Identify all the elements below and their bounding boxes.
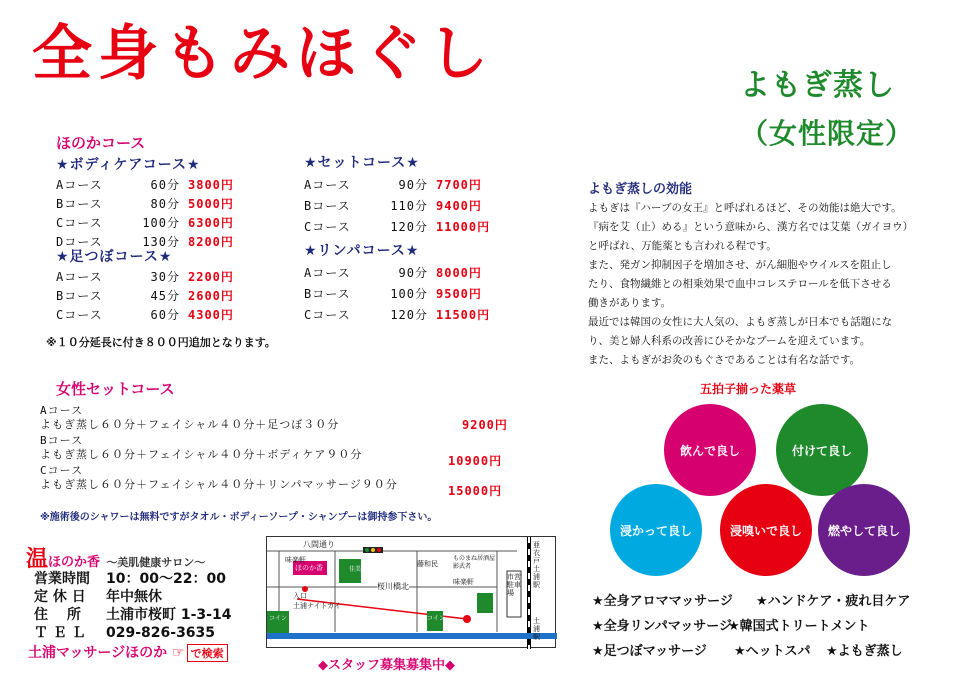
shop-info-label: Ｔ Ｅ Ｌ xyxy=(34,625,86,641)
effects-heading: よもぎ蒸しの効能 xyxy=(588,182,693,197)
menu-item: ★全身アロママッサージ xyxy=(592,594,733,609)
course-row xyxy=(56,176,234,193)
shop-name-small: ほのか香 xyxy=(48,555,101,570)
map-label-ajirakuken1: 味楽軒 xyxy=(285,556,306,564)
course-duration: 45分 xyxy=(150,289,180,303)
women-set-label: Aコース xyxy=(40,404,84,417)
women-set-detail: よもぎ蒸し６０分＋フェイシャル４０分＋リンパマッサージ９０分 xyxy=(40,478,398,491)
course-row xyxy=(304,285,482,302)
effects-line: また、発ガン抑制因子を増加させ、がん細胞やウイルスを阻止し xyxy=(588,259,892,271)
map-label-ajirakuken2: 味楽軒 xyxy=(453,578,474,586)
menu-item: ★ハンドケア・疲れ目ケア xyxy=(756,594,911,609)
course-name: Bコース xyxy=(304,199,351,213)
course-price: 8000円 xyxy=(436,266,482,280)
herb-heading: 五拍子揃った薬草 xyxy=(700,382,797,396)
shop-info-row xyxy=(34,568,226,588)
course-row xyxy=(304,197,482,214)
menu-item: ★足つぼマッサージ xyxy=(592,644,707,659)
course-name: Aコース xyxy=(56,178,103,192)
course-row xyxy=(304,306,490,323)
women-set-label: Bコース xyxy=(40,434,84,447)
course-duration: 100分 xyxy=(142,216,180,230)
course-name: Cコース xyxy=(56,308,103,322)
women-set-heading: 女性セットコース xyxy=(56,380,175,398)
map-label-station-top: 亜衣戸 xyxy=(533,541,540,565)
effects-line: よもぎは『ハーブの女王』と呼ばれるほど、その効能は絶大です。 xyxy=(588,202,902,214)
page-title: 全身もみほぐし xyxy=(32,19,494,89)
menu-item: ★韓国式トリートメント xyxy=(728,619,870,634)
map-label-bottom-right: 土浦駅 xyxy=(533,617,540,641)
set-heading: ★セットコース★ xyxy=(304,155,420,171)
course-price: 11500円 xyxy=(436,308,491,322)
course-duration: 30分 xyxy=(150,270,180,284)
course-price: 4300円 xyxy=(188,308,234,322)
course-row xyxy=(56,287,234,304)
course-name: Bコース xyxy=(56,197,103,211)
menu-item: ★全身リンパマッサージ xyxy=(592,619,732,634)
shop-name-big: 温 xyxy=(26,547,49,572)
yomogi-title: よもぎ蒸し xyxy=(740,68,895,103)
shop-info-value: 10：00～22：00 xyxy=(106,571,226,587)
shop-info-label: 定 休 日 xyxy=(34,589,86,605)
effects-line: 最近では韓国の女性に大人気の、よもぎ蒸しが日本でも話題にな xyxy=(588,316,893,328)
course-price: 9500円 xyxy=(436,287,482,301)
course-name: Aコース xyxy=(304,266,351,280)
effects-line: と呼ばれ、万能薬とも言われる程です。 xyxy=(588,240,777,252)
women-set-detail: よもぎ蒸し６０分＋フェイシャル４０分＋足つぼ３０分 xyxy=(40,418,340,431)
map-label-coin3: コイン xyxy=(427,615,445,622)
course-row xyxy=(56,306,234,323)
shop-map xyxy=(266,536,556,648)
effects-line: また、よもぎがお灸のもぐさであることは有名な話です。 xyxy=(588,354,861,366)
shop-info-label: 住 所 xyxy=(34,607,81,623)
course-price: 9400円 xyxy=(436,199,482,213)
women-set-label: Cコース xyxy=(40,464,84,477)
course-duration: 130分 xyxy=(142,235,180,249)
herb-circle: 燃やして良し xyxy=(818,484,910,576)
course-duration: 80分 xyxy=(150,197,180,211)
shop-info-row xyxy=(34,622,215,642)
search-button[interactable]: で検索 xyxy=(187,644,228,662)
search-text: 土浦マッサージほのか xyxy=(28,645,168,661)
course-duration: 120分 xyxy=(390,308,428,322)
course-name: Aコース xyxy=(56,270,103,284)
map-label-monomagi: ものまね居酒屋 影武者 xyxy=(453,555,496,570)
course-name: Bコース xyxy=(304,287,351,301)
course-duration: 120分 xyxy=(390,220,428,234)
effects-line: 働きがあります。 xyxy=(588,297,672,309)
staff-recruit: ◆スタッフ募集募集中◆ xyxy=(318,658,455,673)
course-duration: 100分 xyxy=(390,287,428,301)
shop-info-value: 年中無休 xyxy=(106,589,162,605)
herb-circle: 付けて良し xyxy=(776,404,868,496)
course-price: 2600円 xyxy=(188,289,234,303)
herb-circle: 浸嗅いで良し xyxy=(720,484,812,576)
map-label-road-top: 八間通り xyxy=(303,540,335,549)
map-label-honoka: ほのか香 xyxy=(295,564,323,572)
women-set-price: 15000円 xyxy=(448,484,503,498)
search-prompt xyxy=(28,642,228,662)
course-price: 5000円 xyxy=(188,197,234,211)
yomogi-subtitle: （女性限定） xyxy=(740,117,915,150)
map-label-entrance: 入口 xyxy=(293,592,307,600)
map-label-parking: 市営駐車場 xyxy=(507,573,521,597)
menu-item: ★よもぎ蒸し xyxy=(826,644,903,659)
foot-heading: ★足つぼコース★ xyxy=(56,249,173,265)
body-care-heading: ★ボディケアコース★ xyxy=(56,157,201,173)
course-name: Cコース xyxy=(56,216,103,230)
course-name: Dコース xyxy=(56,235,103,249)
course-price: 8200円 xyxy=(188,235,234,249)
course-price: 6300円 xyxy=(188,216,234,230)
effects-line: り、美と婦人科系の改善にひそかなブームを迎えています。 xyxy=(588,335,871,347)
effects-line: 『病を艾（止）める』という意味から、漢方名では艾葉（ガイヨウ） xyxy=(588,221,914,233)
course-row xyxy=(304,218,490,235)
course-price: 11000円 xyxy=(436,220,491,234)
effects-line: たり、食物繊維との相乗効果で血中コレステロールを低下させる xyxy=(588,278,892,290)
women-set-detail: よもぎ蒸し６０分＋フェイシャル４０分＋ボディケア９０分 xyxy=(40,448,363,461)
women-set-price: 9200円 xyxy=(462,418,508,432)
map-label-station: 土浦駅 xyxy=(533,565,540,589)
course-row xyxy=(56,195,234,212)
course-name: Aコース xyxy=(304,178,351,192)
course-name: Cコース xyxy=(304,220,351,234)
course-row xyxy=(56,214,234,231)
course-row xyxy=(304,176,482,193)
map-label-coin2: コイン xyxy=(269,615,287,622)
course-duration: 60分 xyxy=(150,178,180,192)
women-set-price: 10900円 xyxy=(448,454,503,468)
shop-info-row xyxy=(34,586,162,606)
pointing-hand-icon: ☞ xyxy=(172,645,185,661)
course-duration: 90分 xyxy=(398,266,428,280)
course-duration: 110分 xyxy=(390,199,428,213)
map-label-nite: 土浦ナイトガイ xyxy=(293,602,342,610)
course-duration: 60分 xyxy=(150,308,180,322)
map-label-fujiwa: 藤和民 xyxy=(417,560,438,568)
menu-item: ★ヘットスパ xyxy=(734,644,811,659)
course-name: Bコース xyxy=(56,289,103,303)
shop-info-row xyxy=(34,604,231,624)
course-duration: 90分 xyxy=(398,178,428,192)
course-price: 7700円 xyxy=(436,178,482,192)
course-row xyxy=(304,264,482,281)
herb-circle: 飲んで良し xyxy=(664,404,756,496)
lymph-heading: ★リンパコース★ xyxy=(304,243,420,259)
map-label-sakuragawa: 桜川橋北 xyxy=(377,582,409,591)
herb-circle: 浸かって良し xyxy=(610,484,702,576)
shop-info-value: 029-826-3635 xyxy=(106,625,216,641)
course-price: 3800円 xyxy=(188,178,234,192)
course-row xyxy=(56,268,234,285)
honoka-course-heading: ほのかコース xyxy=(56,134,146,152)
shower-note: ※施術後のシャワーは無料ですがタオル・ボディーソープ・シャンプーは御持参下さい。 xyxy=(40,512,438,523)
course-name: Cコース xyxy=(304,308,351,322)
course-price: 2200円 xyxy=(188,270,234,284)
shop-info-label: 営業時間 xyxy=(34,571,90,587)
shop-info-value: 土浦市桜町 1-3-14 xyxy=(106,607,232,623)
map-label-coin1: 佳美第６コイン xyxy=(349,566,391,573)
shop-tagline: ～美肌健康サロン～ xyxy=(106,556,206,569)
extension-note: ※１０分延長に付き８００円追加となります。 xyxy=(46,336,276,349)
